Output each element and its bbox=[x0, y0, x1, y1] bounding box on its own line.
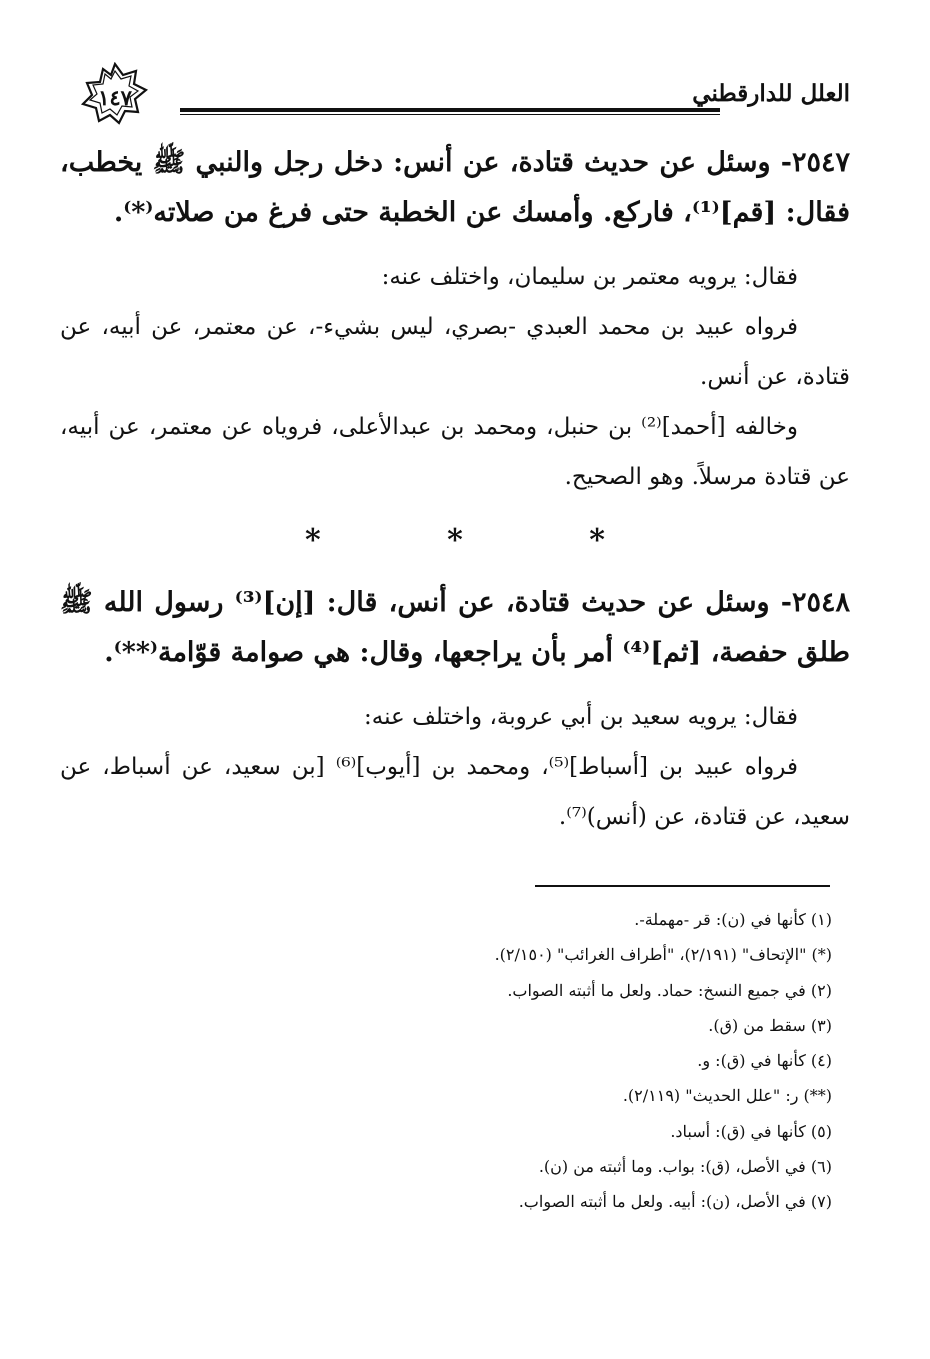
paragraph: فرواه عبيد بن [أسباط]⁽⁵⁾، ومحمد بن [أيوب]⁽⁶⁾ [بن سعيد، عن أسباط، عن سعيد، عن قتادة، عن (أنس)⁽⁷⁾. bbox=[60, 754, 850, 830]
header-rule bbox=[180, 108, 720, 112]
footnote: (٤) كأنها في (ق): و. bbox=[697, 1051, 832, 1071]
paragraph: فرواه عبيد بن محمد العبدي -بصري، ليس بشيء-، عن معتمر، عن أبيه، عن قتادة، عن أنس. bbox=[60, 314, 850, 390]
footnote: (٢) في جميع النسخ: حماد. ولعل ما أثبته الصواب. bbox=[507, 980, 832, 1000]
paragraph: فقال: يرويه سعيد بن أبي عروبة، واختلف عنه: bbox=[364, 704, 798, 730]
running-title: العلل للدارقطني bbox=[692, 80, 850, 107]
footnotes bbox=[60, 902, 832, 1220]
paragraph: فقال: يرويه معتمر بن سليمان، واختلف عنه: bbox=[381, 264, 798, 290]
footnote: (*) "الإتحاف" (٢/١٩١)، "أطراف الغرائب" (٢/١٥٠). bbox=[494, 945, 832, 965]
main-text bbox=[60, 138, 850, 842]
footnote: (٧) في الأصل، (ن): أبيه. ولعل ما أثبته الصواب. bbox=[518, 1192, 832, 1212]
footnote: (٦) في الأصل، (ق): بواب. وما أثبته من (ن). bbox=[538, 1157, 832, 1177]
paragraph: وخالفه [أحمد]⁽²⁾ بن حنبل، ومحمد بن عبدالأعلى، فروياه عن معتمر، عن أبيه، عن قتادة مرسلاً. وهو الصحيح. bbox=[60, 414, 850, 490]
footnote: (١) كأنها في (ن): قر -مهملة-. bbox=[634, 910, 832, 929]
footnote: (٣) سقط من (ق). bbox=[708, 1015, 832, 1035]
page-number: ١٤٧ bbox=[98, 84, 132, 110]
footnote: (**) ر: "علل الحديث" (٢/١١٩). bbox=[622, 1086, 832, 1106]
footnote-divider bbox=[535, 885, 830, 887]
footnote: (٥) كأنها في (ق): أسباد. bbox=[670, 1121, 832, 1141]
page-header bbox=[60, 62, 850, 132]
entry-title: ٢٥٤٨- وسئل عن حديث قتادة، عن أنس، قال: [إن]⁽³⁾ رسول الله ﷺ طلق حفصة، [ثم]⁽⁴⁾ أمر بأن يراجعها، وقال: هي صوامة قوّامة⁽**⁾. bbox=[60, 587, 850, 668]
header-rule-thin bbox=[180, 114, 720, 115]
section-separator: * * * bbox=[305, 523, 663, 558]
entry-title: ٢٥٤٧- وسئل عن حديث قتادة، عن أنس: دخل رجل والنبي ﷺ يخطب، فقال: [قم]⁽¹⁾، فاركع. وأمسك عن الخطبة حتى فرغ من صلاته⁽*⁾. bbox=[60, 147, 850, 228]
